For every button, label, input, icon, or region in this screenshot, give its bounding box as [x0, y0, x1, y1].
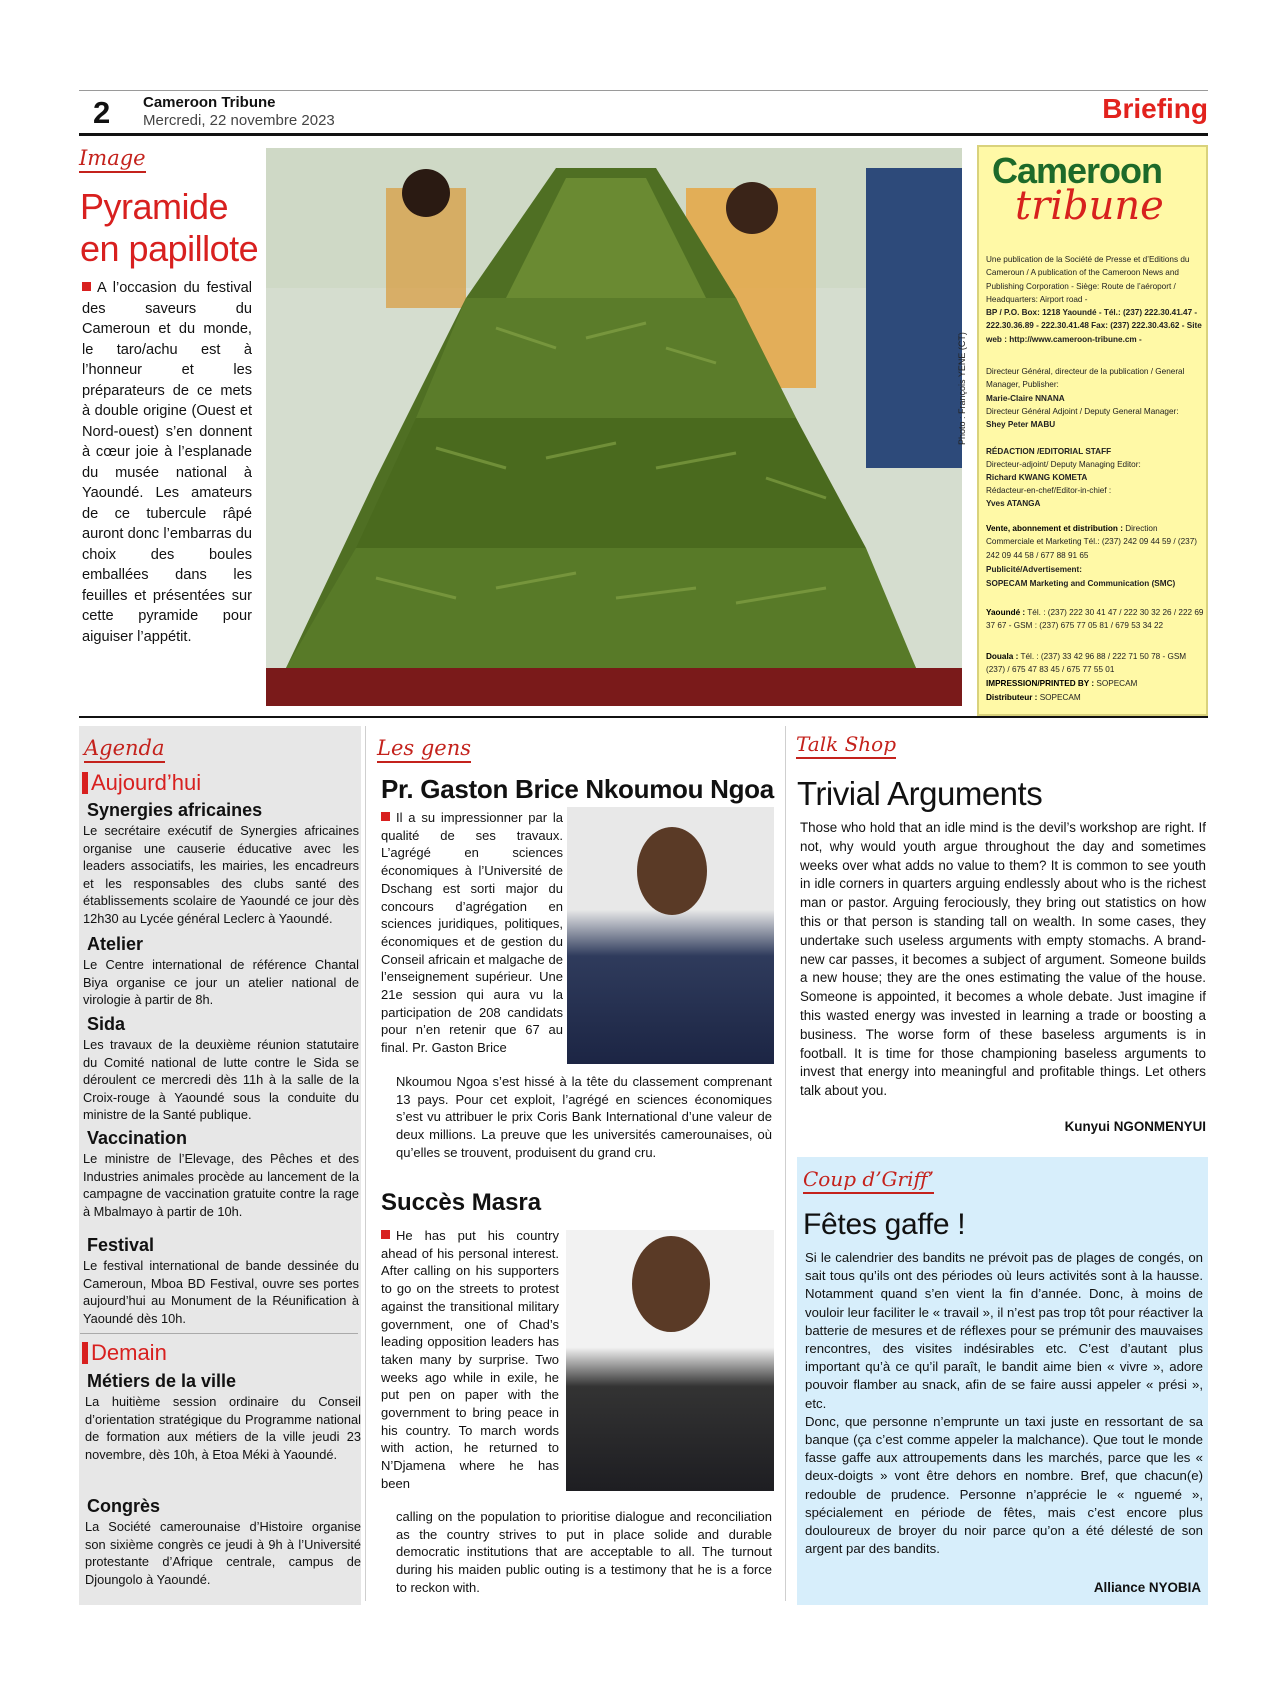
portrait-face — [632, 1236, 710, 1332]
agenda-item-title: Atelier — [87, 934, 144, 954]
issue-date: Mercredi, 22 novembre 2023 — [143, 112, 335, 129]
column-divider — [785, 726, 786, 1601]
coup-de-griff-text — [805, 1249, 1203, 1558]
masthead-dga-label: Directeur Général Adjoint / Deputy General Manager: — [986, 407, 1179, 416]
masthead-sales: Vente, abonnement et distribution : Direction Commerciale et Marketing Tél.: (237) 242 09 44 59 / (237) 242 09 44 58 / 677 88 91 65 — [986, 524, 1198, 560]
image-kicker: Image — [79, 146, 146, 173]
coup-de-griff-paragraph: Donc, que personne n’emprunte un taxi juste en ressortant de sa banque (ça c’est comme appeler la malchance). Que tout le monde fasse gaffe aux attroupements dans les marchés, parce que les « deux-doigts » vont être dehors en nombre. Bref, que chacun(e) redouble de prudence. Personne n’apprécie le « nguemé », spécialement en période de fêtes, mais c’est encore plus douloureux de broyer du noir parce qu’on a été délesté de son argent par des bandits. — [805, 1413, 1203, 1557]
agenda-item-text: Le secrétaire exécutif de Synergies africaines organise une causerie éducative avec les leaders associatifs, les mairies, les encadreurs et les responsables des clubs santé des établissements scolaire de Yaoundé ce jour dès 12h30 au Lycée général Leclerc à Yaoundé. — [83, 823, 359, 926]
bullet-icon — [82, 282, 91, 291]
coup-de-griff-paragraph: Si le calendrier des bandits ne prévoit pas de plages de congés, on sait tous qu’ils ont des périodes où leurs activités sont à la hausse. Notamment quand s’en vient la fin d’année. Donc, à moins de vouloir leur faciliter le « travail », il n’est pas trop tôt pour réactiver la batterie de mesures et de réflexes pour se prémunir des mauvaises rencontres, des visites indésirables etc. C’est d’autant plus important qu’à ce qu’il paraît, le bandit aime bien « vivre », adore pouvoir flamber au snack, afin de se faire aussi appeler « prési », etc. — [805, 1250, 1203, 1411]
coup-de-griff-author: Alliance NYOBIA — [1093, 1580, 1201, 1595]
agenda-item-title: Synergies africaines — [87, 800, 263, 820]
taro-pyramid-illustration — [266, 148, 962, 706]
middle-rule — [79, 716, 1208, 718]
masthead-dg-name: Marie-Claire NNANA — [986, 394, 1065, 403]
agenda-item-title: Vaccination — [87, 1128, 188, 1148]
image-title: Pyramide en papillote — [80, 186, 259, 269]
agenda-tomorrow-heading: Demain — [82, 1342, 167, 1364]
paper-name: Cameroon Tribune — [143, 94, 276, 111]
masthead-contact: BP / P.O. Box: 1218 Yaoundé - Tél.: (237) 222.30.41.47 - 222.30.36.89 - 222.30.41.48 Fax: (237) 222.30.43.62 - Site web : http://www.cameroon-tribune.cm - — [986, 308, 1202, 344]
image-caption: A l’occasion du festival des saveurs du Cameroun et du monde, le taro/achu est à l’honneur et les préparateurs de ce mets à double origine (Ouest et Nord-ouest) s’en donnent à cœur joie à l’esplanade du musée national à Yaoundé. Les amateurs de ce tubercule râpé auront donc l’embarras du choix des boules emballées dans les feuilles et présentées sur cette pyramide pour aiguiser l’appétit. — [82, 280, 252, 645]
masthead-dg-label: Directeur Général, directeur de la publication / General Manager, Publisher: — [986, 367, 1185, 390]
agenda-item-title: Métiers de la ville — [87, 1371, 237, 1391]
masthead-publisher: Une publication de la Société de Presse et d’Editions du Cameroun / A publication of the Cameroon News and Publishing Corporation - Siège: Route de l’aéroport / Headquarters: Airport road - — [986, 255, 1190, 304]
section-name: Briefing — [1102, 93, 1208, 124]
agenda-item-title: Congrès — [87, 1496, 161, 1516]
masthead-box — [977, 145, 1208, 716]
people-text-side: Il a su impressionner par la qualité de ses travaux. L’agrégé en sciences économiques à l’Université de Dschang est sorti major du concours d’agrégation en sciences juridiques, politiques, économiques et de gestion du Conseil africain et malgache de l’enseignement supérieur. Une 21e session qui aura vu la participation de 208 candidats pour n’en retenir que 67 au final. Pr. Gaston Brice — [381, 810, 563, 1056]
agenda-item-title: Festival — [87, 1235, 155, 1255]
agenda-item-text: La Société camerounaise d’Histoire organise son sixième congrès ce jeudi à 9h à l’Université protestante d’Afrique centrale, campus de Djoungolo à Yaoundé. — [85, 1519, 361, 1587]
talk-shop-kicker: Talk Shop — [796, 732, 896, 759]
agenda-divider — [80, 1333, 358, 1334]
masthead-editor-label: Rédacteur-en-chef/Editor-in-chief : — [986, 486, 1112, 495]
photo-credit: Photo : François YENE (CT) — [957, 332, 967, 445]
agenda-item-text: Le Centre international de référence Chantal Biya organise ce jour un atelier national de virologie à partir de 8h. — [83, 957, 359, 1008]
agenda-item-title: Sida — [87, 1014, 126, 1034]
masthead-yaounde: Yaoundé : Tél. : (237) 222 30 41 47 / 222 30 32 26 / 222 69 37 67 - GSM : (237) 675 77 05 81 / 679 53 34 22 — [986, 608, 1204, 631]
column-divider — [365, 726, 366, 1601]
portrait-face — [637, 827, 707, 915]
masthead-deputy-label: Directeur-adjoint/ Deputy Managing Editor: — [986, 460, 1141, 469]
masthead-distributor: Distributeur : SOPECAM — [986, 693, 1081, 702]
nkoumou-portrait — [567, 807, 774, 1064]
talk-shop-author: Kunyui NGONMENYUI — [1064, 1119, 1206, 1134]
taro-pyramid-photo — [266, 148, 962, 706]
agenda-today-heading: Aujourd’hui — [82, 772, 201, 794]
masthead-editor-name: Yves ATANGA — [986, 499, 1041, 508]
coup-de-griff-kicker: Coup d’Griff’ — [803, 1167, 934, 1194]
masthead-logo-bottom: tribune — [1015, 183, 1164, 229]
agenda-item-text: Les travaux de la deuxième réunion statutaire du Comité national de lutte contre le Sida se déroulent ce mercredi dès 11h à la salle de la Croix-rouge à Yaoundé sous la conduite du ministre de la Santé publique. — [83, 1037, 359, 1123]
agenda-kicker: Agenda — [84, 736, 165, 763]
masthead-staff-label: RÉDACTION /EDITORIAL STAFF — [986, 447, 1112, 456]
agenda-item-text: La huitième session ordinaire du Conseil d’orientation stratégique du Programme national de formation aux métiers de la ville jeudi 23 novembre, dès 10h, à Etoa Méki à Yaoundé. — [85, 1394, 361, 1462]
masthead-deputy-name: Richard KWANG KOMETA — [986, 473, 1088, 482]
people-title: Pr. Gaston Brice Nkoumou Ngoa — [381, 774, 774, 804]
bullet-icon — [381, 1230, 390, 1239]
header-rule — [79, 133, 1208, 136]
masthead-printed: IMPRESSION/PRINTED BY : SOPECAM — [986, 679, 1138, 688]
masra-text-side: He has put his country ahead of his personal interest. After calling on his supporters to go on the streets to protest against the transitional military government, one of Chad’s leading opposition leaders has taken many by surprise. Two weeks ago while in exile, he put pen on paper with the government to bring peace in his country. To march words with action, he returned to N’Djamena where he has been — [381, 1228, 559, 1491]
people-text-full: Nkoumou Ngoa s’est hissé à la tête du classement comprenant 13 pays. Pour cet exploit, l’agrégé en sciences économiques s’est vu attribuer le prix Coris Bank International d’une valeur de deux millions. La preuve que les universités camerounaises, où qu’elles se trouvent, produisent du grand cru. — [396, 1074, 772, 1160]
page-number: 2 — [93, 95, 111, 130]
masra-portrait — [566, 1230, 774, 1491]
talk-shop-text: Those who hold that an idle mind is the devil’s workshop are right. If not, why would youth argue throughout the day and sometimes weeks over what adds no value to them? It is common to see youth in idle corners in quarters arguing endlessly about who is the richest man or pastor. Arguing ferociously, they bring out statistics on how this or that person is standing tall on wealth. In some cases, they undertake such useless arguments with empty stomachs. A brand-new car passes, it becomes a subject of argument. Someone builds a new house; they are the ones estimating the value of the house. Someone is appointed, it becomes a whole debate. Just imagine if this wasted energy was invested in learning a trade or boosting a business. The worse form of these baseless arguments is in football. It is time for those championing baseless arguments to invest that energy into meaningful and profitable things. Let others talk about you. — [800, 820, 1206, 1099]
masthead-ads-text: SOPECAM Marketing and Communication (SMC) — [986, 579, 1176, 588]
agenda-item-text: Le festival international de bande dessinée du Cameroun, Mboa BD Festival, ouvre ses portes aujourd’hui au Monument de la Réunification à Yaoundé dès 10h. — [83, 1258, 359, 1326]
bullet-icon — [381, 812, 390, 821]
coup-de-griff-title: Fêtes gaffe ! — [803, 1208, 966, 1241]
header-top-rule — [79, 90, 1208, 91]
talk-shop-title: Trivial Arguments — [797, 775, 1043, 812]
masthead-logo-top: Cameroon — [992, 150, 1163, 191]
people-kicker: Les gens — [377, 736, 471, 763]
masthead-douala: Douala : Tél. : (237) 33 42 96 88 / 222 71 50 78 - GSM (237) / 675 47 83 45 / 675 77 55 01 — [986, 652, 1187, 675]
masthead-ads-label: Publicité/Advertisement: — [986, 565, 1082, 574]
masra-title: Succès Masra — [381, 1189, 542, 1216]
agenda-item-text: Le ministre de l’Elevage, des Pêches et des Industries animales procède au lancement de la campagne de vaccination gratuite contre la rage à Mbalmayo à partir de 10h. — [83, 1151, 359, 1219]
masthead-dga-name: Shey Peter MABU — [986, 420, 1056, 429]
masra-text-full: calling on the population to prioritise dialogue and reconciliation as the country strives to put in place solide and durable democratic institutions that are acceptable to all. The turnout during his maiden public outing is a testimony that he is a force to reckon with. — [396, 1509, 772, 1595]
